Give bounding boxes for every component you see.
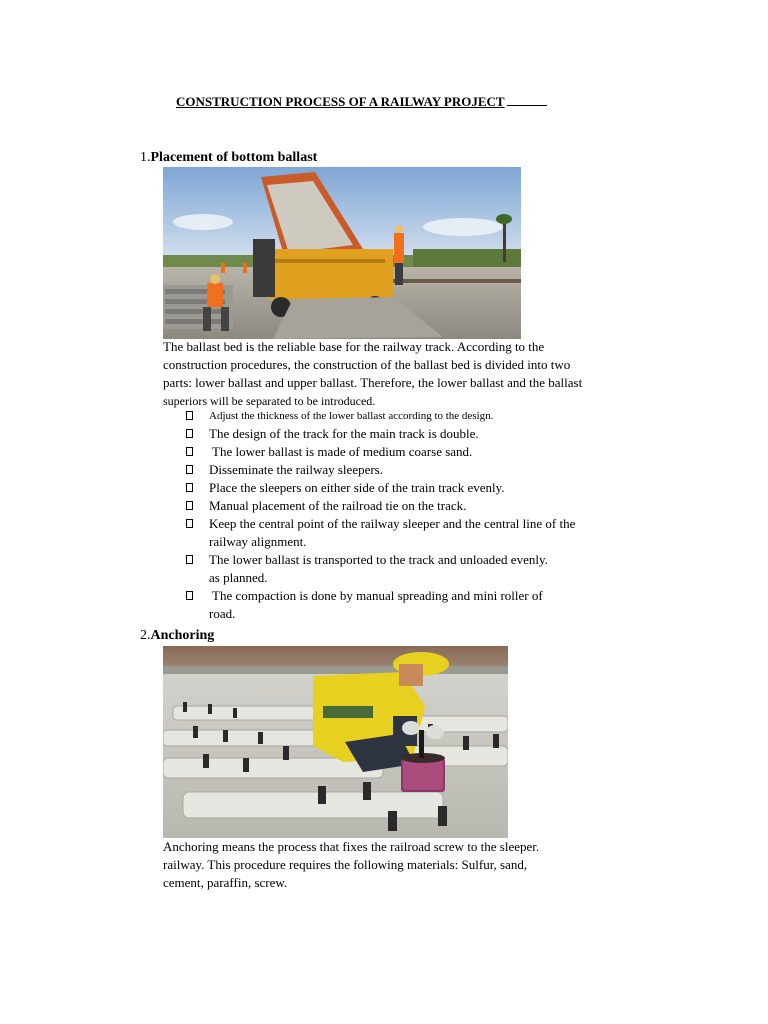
ballast-dump-truck-photo <box>163 167 521 339</box>
section-2-title: Anchoring <box>150 628 215 643</box>
list-item-text: The lower ballast is transported to the track and unloaded evenly. <box>209 552 548 567</box>
section-2-heading <box>140 628 214 644</box>
list-item-text: Keep the central point of the railway sleeper and the central line of the <box>209 516 576 531</box>
title-text: CONSTRUCTION PROCESS OF A RAILWAY PROJECT <box>176 94 505 109</box>
paragraph-line: superiors will be separated to be introduced. <box>163 394 376 408</box>
bullet-box-icon <box>186 411 193 420</box>
list-item <box>186 551 575 587</box>
section-1-title: Placement of bottom ballast <box>150 150 318 165</box>
list-item-text: The compaction is done by manual spreading and mini roller of <box>209 588 543 603</box>
paragraph-line: cement, paraffin, screw. <box>163 875 288 890</box>
list-item <box>186 461 575 479</box>
list-item-text: Adjust the thickness of the lower ballast according to the design. <box>209 410 494 422</box>
list-item <box>186 443 575 461</box>
list-item <box>186 497 575 515</box>
section-1-bullet-list <box>186 407 575 623</box>
paragraph-line: The ballast bed is the reliable base for the railway track. According to the <box>163 339 545 354</box>
section-1-heading <box>140 150 317 166</box>
list-item-text: Disseminate the railway sleepers. <box>209 462 383 477</box>
list-item-text: The design of the track for the main track is double. <box>209 426 479 441</box>
list-item-text: road. <box>209 606 236 621</box>
section-1-number: 1. <box>140 150 151 165</box>
section-1-paragraph <box>163 338 582 410</box>
list-item <box>186 479 575 497</box>
list-item-text: as planned. <box>209 570 268 585</box>
list-item-text: The lower ballast is made of medium coarse sand. <box>209 444 473 459</box>
section-2-paragraph <box>163 838 539 892</box>
bullet-box-icon <box>186 555 193 564</box>
title-underline-rule <box>507 93 547 106</box>
paragraph-line: parts: lower ballast and upper ballast. Therefore, the lower ballast and the ballast <box>163 375 583 390</box>
list-item <box>186 515 575 551</box>
list-item-text: Place the sleepers on either side of the train track evenly. <box>209 480 505 495</box>
page-title <box>176 93 547 110</box>
bullet-box-icon <box>186 591 193 600</box>
section-2-number: 2. <box>140 628 151 643</box>
bullet-box-icon <box>186 465 193 474</box>
bullet-box-icon <box>186 447 193 456</box>
list-item <box>186 587 575 623</box>
paragraph-line: railway. This procedure requires the following materials: Sulfur, sand, <box>163 857 528 872</box>
list-item <box>186 425 575 443</box>
bullet-box-icon <box>186 429 193 438</box>
list-item-text: railway alignment. <box>209 534 307 549</box>
list-item <box>186 407 575 425</box>
paragraph-line: Anchoring means the process that fixes the railroad screw to the sleeper. <box>163 839 540 854</box>
list-item-text: Manual placement of the railroad tie on the track. <box>209 498 467 513</box>
bullet-box-icon <box>186 501 193 510</box>
bullet-box-icon <box>186 519 193 528</box>
paragraph-line: construction procedures, the construction of the ballast bed is divided into two <box>163 357 571 372</box>
bullet-box-icon <box>186 483 193 492</box>
anchoring-worker-photo <box>163 646 508 838</box>
